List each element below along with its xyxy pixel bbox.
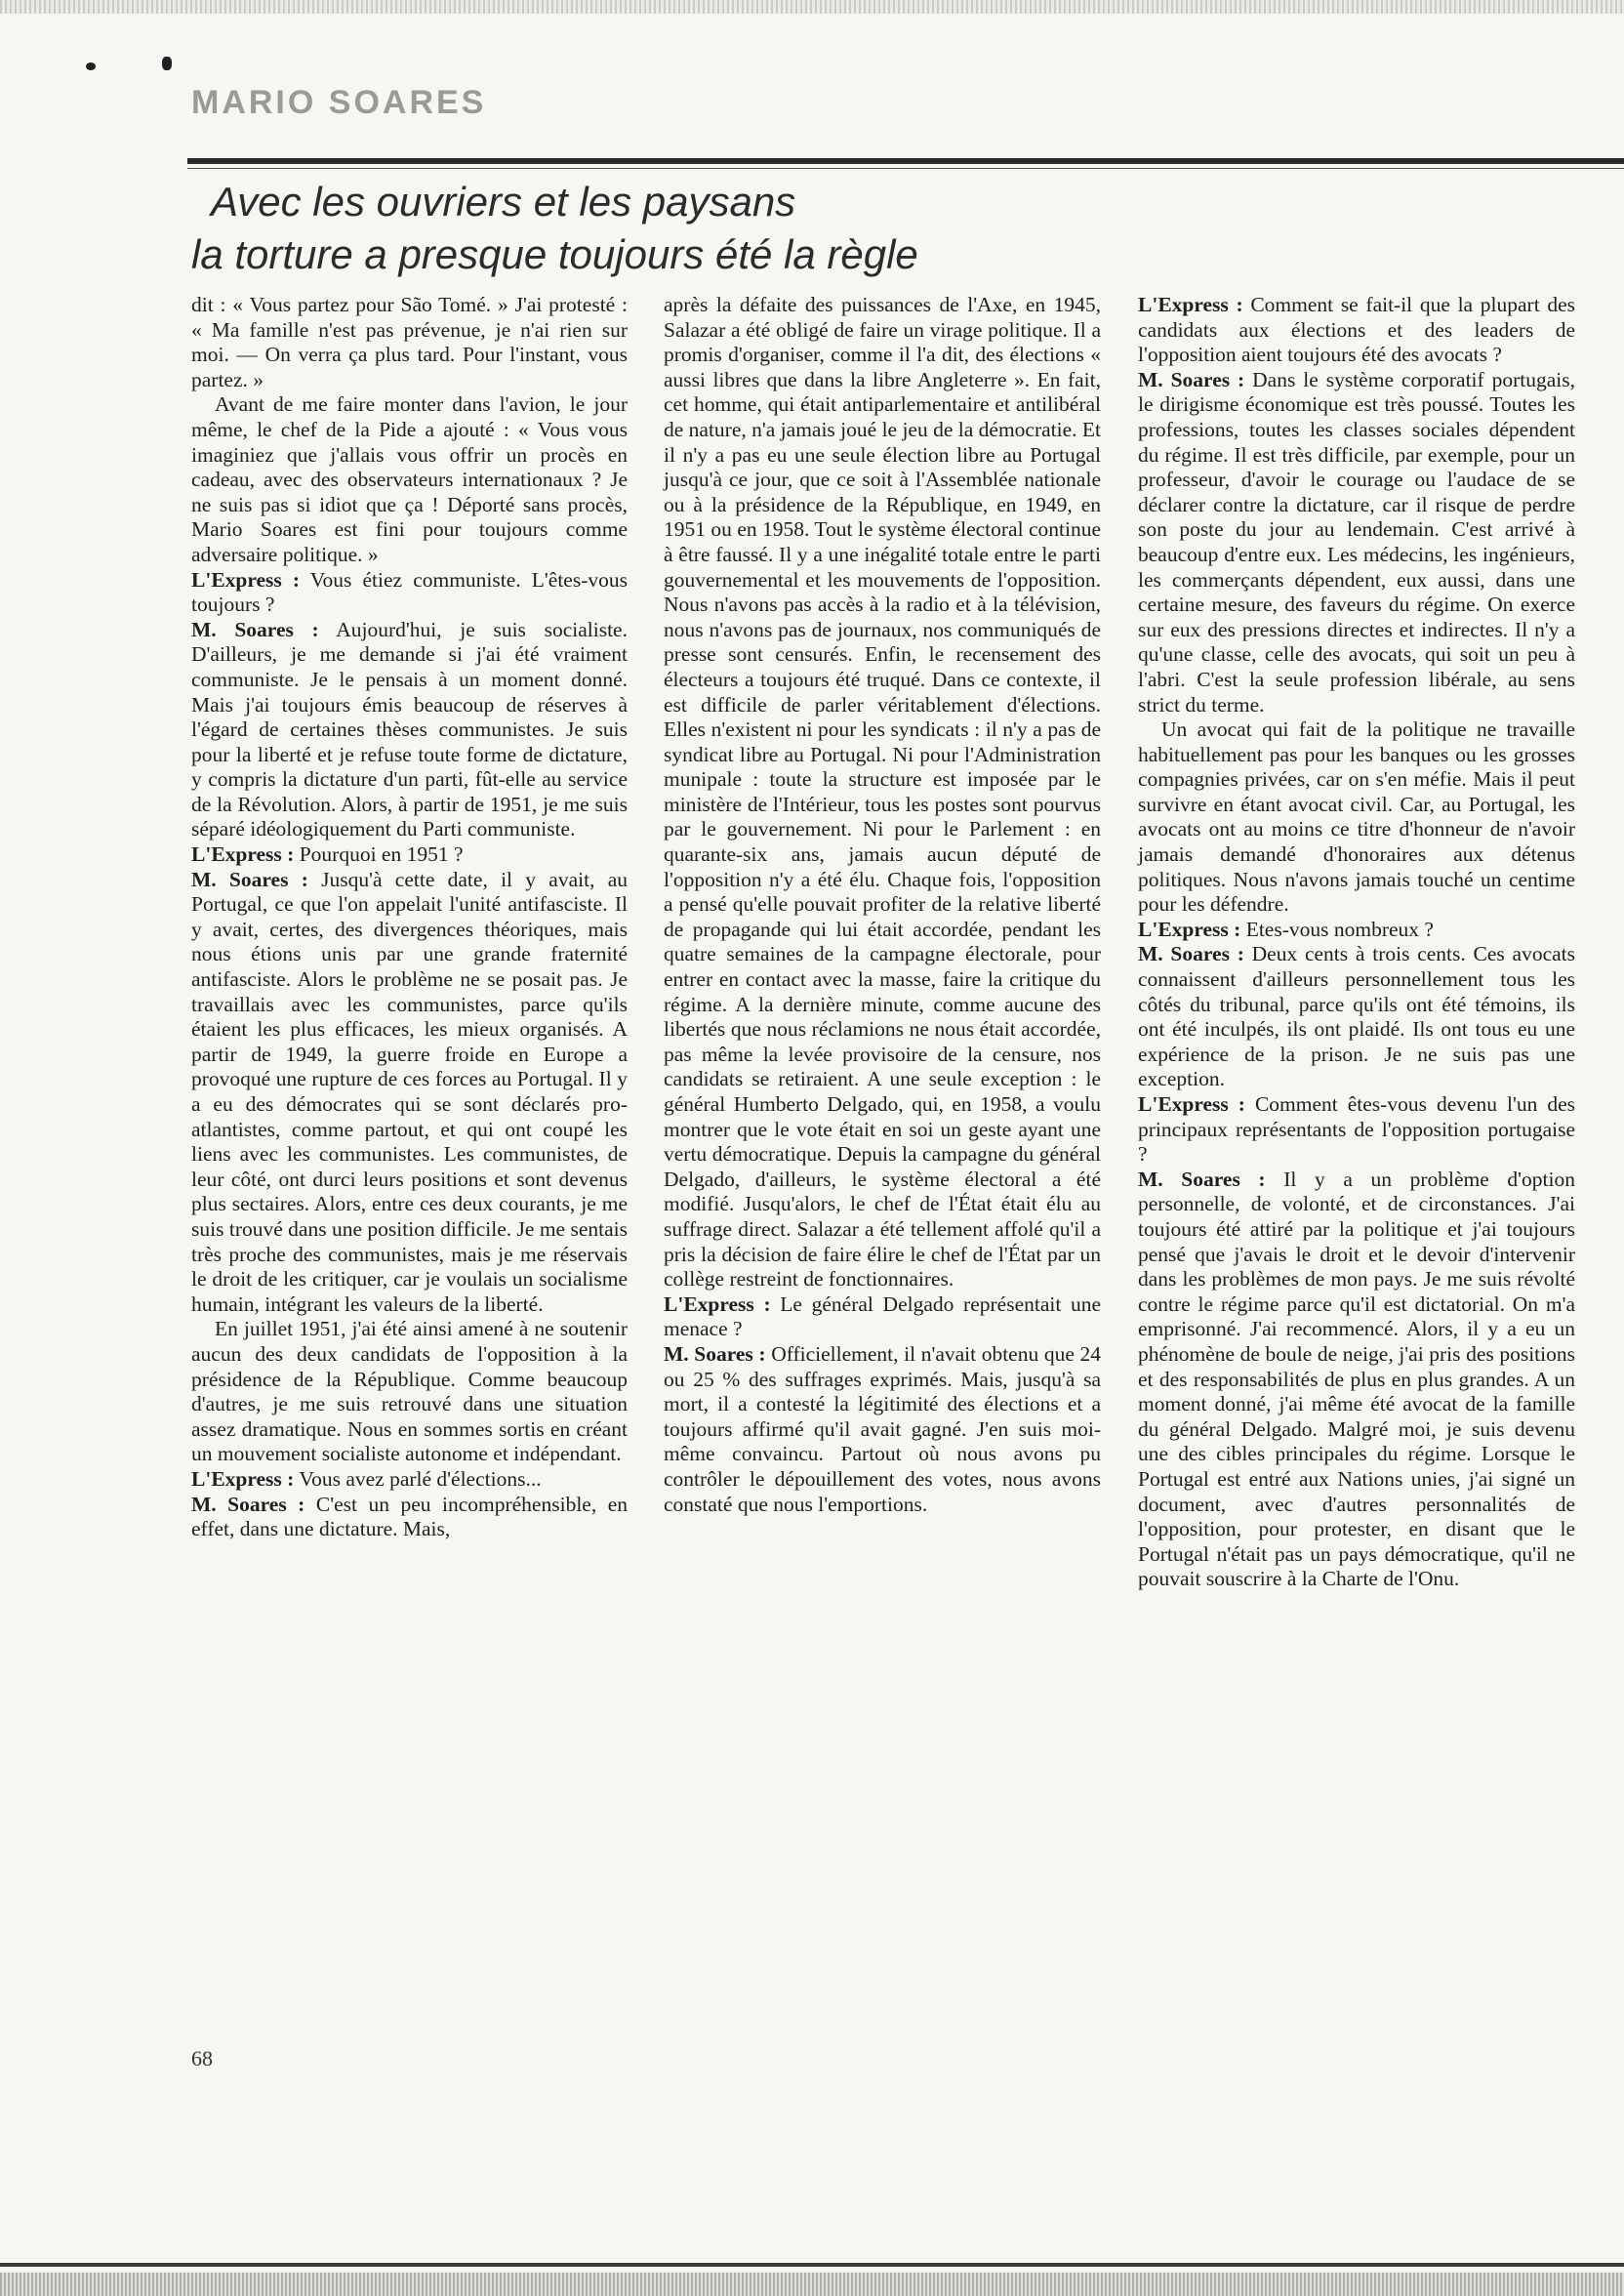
- scan-bottom-rule: [0, 2263, 1624, 2267]
- article-paragraph: [191, 392, 628, 567]
- speaker-label: L'Express :: [191, 1466, 295, 1491]
- article-paragraph: [1138, 1168, 1575, 1592]
- article-paragraph: [1138, 942, 1575, 1092]
- paragraph-text: En juillet 1951, j'ai été ainsi amené à ne soutenir aucun des deux candidats de l'opposition à la présidence de la République. Comme beaucoup d'autres, je me suis retrouvé dans une situation assez dramatique. Nous en sommes sortis en créant un mouvement socialiste autonome et indépendant.: [191, 1317, 628, 1466]
- text-column-1: [191, 293, 628, 1542]
- paragraph-text: Comment se fait-il que la plupart des candidats aux élections et des leaders de l'opposition aient toujours été des avocats ?: [1138, 293, 1576, 367]
- article-paragraph: [664, 293, 1101, 1292]
- paragraph-text: Vous avez parlé d'élections...: [299, 1466, 542, 1491]
- article-paragraph: [1138, 368, 1575, 718]
- paragraph-text: Etes-vous nombreux ?: [1245, 917, 1434, 941]
- paragraph-text: Il y a un problème d'option personnelle, de volonté, et de circonstances. J'ai toujours été attiré par la politique et j'ai toujours pensé que j'avais le droit et le devoir d'intervenir dans les problèmes de mon pays. Je me suis révolté contre le régime parce qu'il est dictatorial. On m'a emprisonné. J'ai recommencé. Alors, il y a eu un phénomène de boule de neige, j'ai pris des positions et des responsabilités de plus en plus grandes. A un moment donné, j'ai même été avocat de la famille du général Delgado. Malgré moi, je suis devenu une des cibles principales du régime. Lorsque le Portugal est entré aux Nations unies, j'ai signé un document, avec d'autres personnalités de l'opposition, pour protester, en disant que le Portugal n'était pas un pays démocratique, qu'il ne pouvait souscrire à la Charte de l'Onu.: [1138, 1167, 1575, 1591]
- speaker-label: L'Express :: [664, 1292, 771, 1316]
- ink-mark: [162, 57, 172, 70]
- headline-line-2: la torture a presque toujours été la règle: [191, 231, 918, 277]
- paragraph-text: Deux cents à trois cents. Ces avocats connaissent d'ailleurs personnellement tous les côtés du tribunal, parce qu'ils ont été témoins, ils ont été inculpés, ils ont plaidé. Ils ont tous eu une expérience de la prison. Je ne suis pas une exception.: [1138, 942, 1575, 1091]
- article-paragraph: [191, 293, 628, 392]
- paragraph-text: Vous étiez communiste. L'êtes-vous toujours ?: [191, 567, 628, 617]
- article-paragraph: [191, 1467, 628, 1493]
- speaker-label: M. Soares :: [191, 867, 308, 891]
- paragraph-text: après la défaite des puissances de l'Axe, en 1945, Salazar a été obligé de faire un virage politique. Il a promis d'organiser, comme il l'a dit, des élections « aussi libres que dans la libre Angleterre ». En fait, cet homme, qui était antiparlementaire et antilibéral de nature, n'a jamais joué le jeu de la démocratie. Et il n'y a pas eu une seule élection libre au Portugal jusqu'à ce jour, que ce soit à l'Assemblée nationale ou à la présidence de la République, en 1949, en 1951 ou en 1958. Tout le système électoral continue à être faussé. Il y a une inégalité totale entre le parti gouvernemental et les mouvements de l'opposition. Nous n'avons pas accès à la radio et à la télévision, nous n'avons pas de journaux, nos communiqués de presse sont censurés. Enfin, le recensement des électeurs a toujours été truqué. Dans ce contexte, il est difficile de parler véritablement d'élections. Elles n'existent ni pour les syndicats : il n'y a pas de syndicat libre au Portugal. Ni pour l'Administration munipale : toute la structure est imposée par le ministère de l'Intérieur, tous les postes sont pourvus par le gouvernement. Ni pour le Parlement : en quarante-six ans, jamais aucun député de l'opposition n'y a été élu. Chaque fois, l'opposition a pensé qu'elle pouvait profiter de la relative liberté de propagande qui lui était accordée, pendant les quatre semaines de la campagne électorale, pour entrer en contact avec la masse, faire la critique du régime. A la dernière minute, comme aucune des libertés que nous réclamions ne nous était accordée, pas même la levée provisoire de la censure, nos candidats se retiraient. A une seule exception : le général Humberto Delgado, qui, en 1958, a voulu montrer que le vote était en soi un geste ayant une vertu démocratique. Depuis la campagne du général Delgado, d'ailleurs, le système électoral a été modifié. Jusqu'alors, le chef de l'État était élu au suffrage direct. Salazar a été tellement affolé qu'il a pris la décision de faire élire le chef de l'État par un collège restreint de fonctionnaires.: [664, 293, 1102, 1292]
- headline-line-1: Avec les ouvriers et les paysans: [211, 179, 796, 225]
- paragraph-text: C'est un peu incompréhensible, en effet, dans une dictature. Mais,: [191, 1492, 628, 1541]
- paragraph-text: Officiellement, il n'avait obtenu que 24 ou 25 % des suffrages exprimés. Mais, jusqu'à sa mort, il a contesté la légitimité des élections et a toujours affirmé qu'il avait gagné. J'en suis moi-même convaincu. Partout où nous avons pu contrôler le dépouillement des votes, nous avons constaté que nous l'emportions.: [664, 1341, 1101, 1516]
- speaker-label: L'Express :: [191, 842, 295, 867]
- text-column-2: [664, 293, 1101, 1517]
- author-name: MARIO SOARES: [191, 84, 487, 121]
- article-paragraph: [191, 618, 628, 842]
- article-paragraph: [1138, 918, 1575, 943]
- text-column-3: [1138, 293, 1575, 1592]
- paragraph-text: Comment êtes-vous devenu l'un des principaux représentants de l'opposition portugaise ?: [1138, 1092, 1576, 1167]
- paragraph-text: Pourquoi en 1951 ?: [299, 842, 464, 867]
- paragraph-text: Avant de me faire monter dans l'avion, le jour même, le chef de la Pide a ajouté : « Vous vous imaginiez que j'allais vous offrir un procès en cadeau, avec des observateurs internationaux ? Je ne suis pas si idiot que ça ! Déporté sans procès, Mario Soares est fini pour toujours comme adversaire politique. »: [191, 392, 628, 566]
- paragraph-text: Aujourd'hui, je suis socialiste. D'ailleurs, je me demande si j'ai été vraiment communiste. Je le pensais à un moment donné. Mais j'ai toujours émis beaucoup de réserves à l'égard de certaines thèses communistes. Je suis pour la liberté et je refuse toute forme de dictature, y compris la dictature d'un parti, fût-elle au service de la Révolution. Alors, à partir de 1951, je me suis séparé idéologiquement du Parti communiste.: [191, 617, 628, 841]
- article-paragraph: [1138, 718, 1575, 918]
- speaker-label: L'Express :: [191, 567, 301, 592]
- article-paragraph: [191, 568, 628, 618]
- paragraph-text: Jusqu'à cette date, il y avait, au Portugal, ce que l'on appelait l'unité antifasciste. Il y avait, certes, des divergences théoriques, mais nous étions unis par une grande fraternité antifasciste. Alors le problème ne se posait pas. Je travaillais avec les communistes, parce qu'ils étaient les plus efficaces, les mieux organisés. A partir de 1949, la guerre froide en Europe a provoqué une rupture de ces forces au Portugal. Il y a eu des démocrates qui se sont déclarés pro-atlantistes, comme partout, et qui ont coupé les liens avec les communistes. Les communistes, de leur côté, ont durci leurs positions et sont devenus plus sectaires. Alors, entre ces deux courants, je me suis trouvé dans une position difficile. Je me sentais très proche des communistes, mais je me réservais le droit de les critiquer, car je voulais un socialisme humain, intégrant les valeurs de la liberté.: [191, 867, 628, 1316]
- article-paragraph: [191, 1317, 628, 1467]
- header-rule: [187, 158, 1624, 164]
- speaker-label: M. Soares :: [191, 617, 319, 641]
- speaker-label: L'Express :: [1138, 1092, 1245, 1116]
- article-paragraph: [191, 868, 628, 1318]
- paragraph-text: Un avocat qui fait de la politique ne travaille habituellement pas pour les banques ou les grosses compagnies privées, car on s'en méfie. Mais il peut survivre en étant avocat civil. Car, au Portugal, les avocats ont au moins ce titre d'honneur de n'avoir jamais demandé d'honoraires aux détenus politiques. Nous n'avons jamais touché un centime pour les défendre.: [1138, 718, 1575, 917]
- article-paragraph: [664, 1342, 1101, 1517]
- speaker-label: L'Express :: [1138, 293, 1243, 316]
- speaker-label: M. Soares :: [664, 1341, 766, 1366]
- header-rule-thin: [187, 168, 1624, 169]
- speaker-label: L'Express :: [1138, 917, 1241, 941]
- speaker-label: M. Soares :: [1138, 942, 1244, 966]
- scan-top-edge: [0, 0, 1624, 14]
- article-paragraph: [1138, 1092, 1575, 1168]
- paragraph-text: Dans le système corporatif portugais, le dirigisme économique est très poussé. Toutes les professions, toutes les classes sociales dépendent du régime. Il est très difficile, par exemple, pour un professeur, d'avoir le courage ou l'audace de se déclarer contre la dictature, car il risque de perdre son poste du jour au lendemain. C'est arrivé à beaucoup d'entre eux. Les médecins, les ingénieurs, les commerçants dépendent, eux aussi, dans une certaine mesure, des faveurs du régime. On exerce sur eux des pressions directes et indirectes. Il n'y a qu'une classe, celle des avocats, qui soit un peu à l'abri. C'est la seule profession libérale, au sens strict du terme.: [1138, 367, 1576, 717]
- paragraph-text: dit : « Vous partez pour São Tomé. » J'ai protesté : « Ma famille n'est pas prévenue, je n'ai rien sur moi. — On verra ça plus tard. Pour l'instant, vous partez. »: [191, 293, 628, 391]
- article-paragraph: [664, 1292, 1101, 1342]
- speaker-label: M. Soares :: [1138, 367, 1245, 391]
- paragraph-text: Le général Delgado représentait une menace ?: [664, 1292, 1102, 1341]
- page-number: 68: [191, 2046, 213, 2070]
- scan-bottom-edge: [0, 2273, 1624, 2296]
- speaker-label: M. Soares :: [1138, 1167, 1266, 1191]
- article-paragraph: [1138, 293, 1575, 368]
- article-paragraph: [191, 842, 628, 868]
- ink-mark: [86, 62, 96, 70]
- speaker-label: M. Soares :: [191, 1492, 305, 1516]
- article-paragraph: [191, 1493, 628, 1542]
- article-headline: [191, 176, 918, 281]
